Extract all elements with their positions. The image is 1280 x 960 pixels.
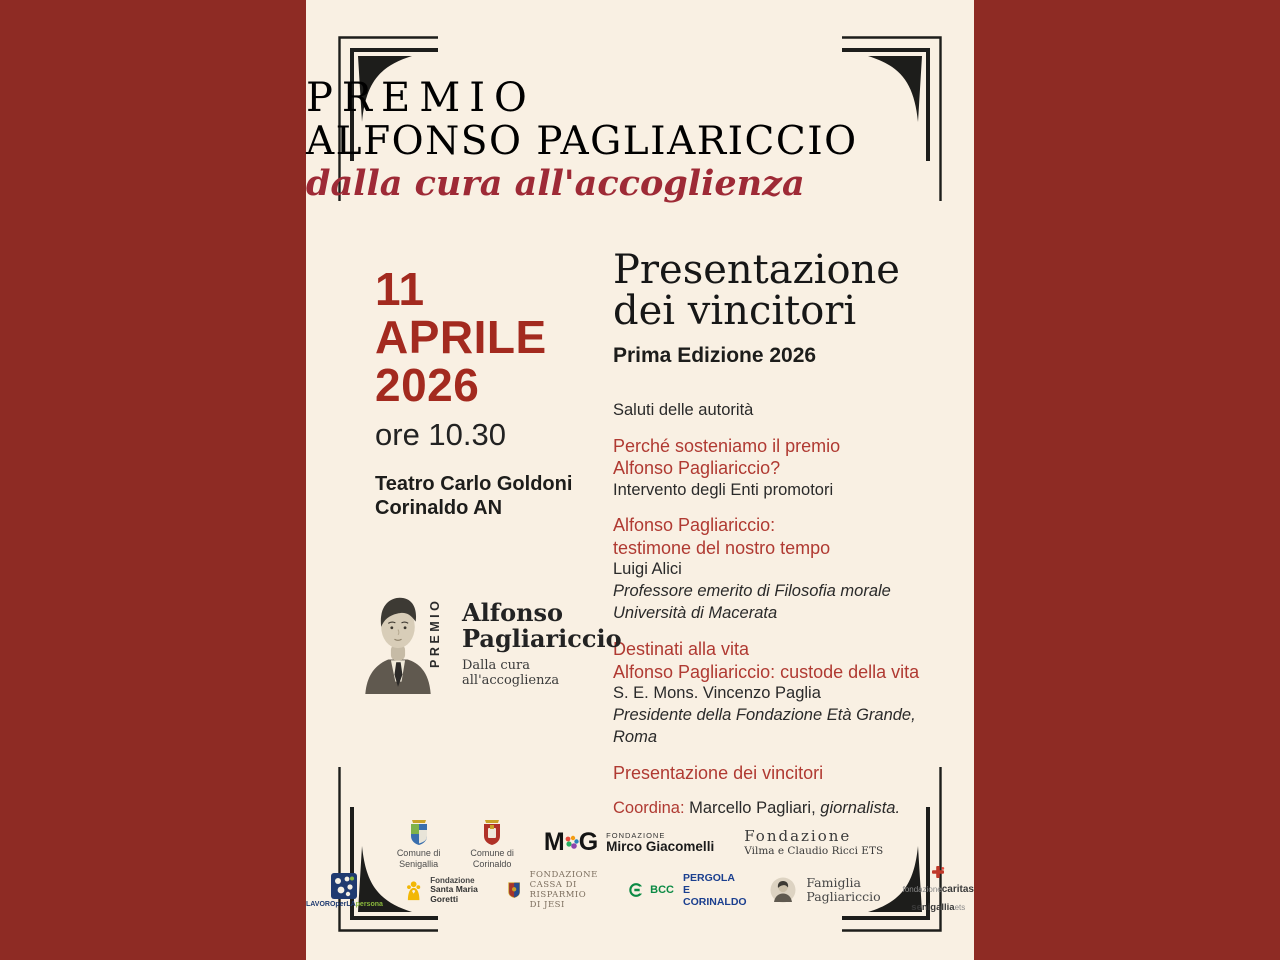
program-heading: testimone del nostro tempo xyxy=(613,537,831,558)
program-speaker: Luigi Alici xyxy=(613,560,682,579)
program-heading: Alfonso Pagliariccio: xyxy=(613,515,776,536)
event-month: APRILE xyxy=(375,310,547,363)
famiglia-portrait-icon xyxy=(770,877,796,903)
program-title xyxy=(613,247,953,334)
sponsor-fondazione-ricci: Fondazione Vilma e Claudio Ricci ETS xyxy=(744,827,884,858)
caritas-cross-icon xyxy=(930,866,946,879)
sponsor-fondazione-mirco-giacomelli xyxy=(544,828,714,857)
sponsor-lavoro-per-la-persona xyxy=(306,873,383,908)
program-title-line1: Presentazione xyxy=(613,247,900,293)
coordinator-role: giornalista. xyxy=(820,798,901,817)
program-speaker-role: Università di Macerata xyxy=(613,604,778,623)
sponsor-bcc-pergola-corinaldo xyxy=(629,872,748,908)
program-speaker-role: Presidente della Fondazione Età Grande, Roma xyxy=(613,706,916,747)
sponsors-row-2 xyxy=(306,866,974,914)
logo-name-line2: Pagliariccio xyxy=(462,624,622,654)
corinaldo-label: Comune di Corinaldo xyxy=(470,848,514,869)
caritas-label: fondazionecaritas senigalliaets xyxy=(902,884,974,913)
logo-name xyxy=(462,600,622,653)
coordinator-label: Coordina: xyxy=(613,798,685,817)
poster-tagline-script: dalla cura all'accoglienza xyxy=(306,163,805,204)
program-speaker-role: Professore emerito di Filosofia morale xyxy=(613,582,891,601)
senigallia-crest-icon xyxy=(406,816,432,846)
jesi-label: FONDAZIONE CASSA DI RISPARMIO DI JESI xyxy=(529,869,598,911)
colorful-hand-icon xyxy=(564,835,579,851)
sponsor-caritas-senigallia xyxy=(903,866,974,914)
program-heading: Perché sosteniamo il premio xyxy=(613,435,841,456)
program-title-line2: dei vincitori xyxy=(613,287,857,334)
poster-title-line2: ALFONSO PAGLIARICCIO xyxy=(306,119,858,164)
sponsor-comune-senigallia xyxy=(397,816,441,870)
sponsor-comune-corinaldo xyxy=(470,816,514,870)
lavoro-persona-icon xyxy=(331,873,357,899)
mg-logo-mark: M G xyxy=(543,828,598,857)
logo-name-line1: Alfonso xyxy=(462,598,564,627)
goretti-label: Fondazione Santa Maria Goretti xyxy=(430,875,478,904)
program-line: Intervento degli Enti promotori xyxy=(613,480,834,499)
program-heading: Destinati alla vita xyxy=(613,639,750,660)
poster xyxy=(306,0,974,960)
senigallia-label: Comune di Senigallia xyxy=(396,848,441,869)
event-day: 11 xyxy=(375,263,425,315)
program-heading: Presentazione dei vincitori xyxy=(613,763,824,784)
program-speaker: S. E. Mons. Vincenzo Paglia xyxy=(613,684,821,703)
mg-logo-text: FONDAZIONE Mirco Giacomelli xyxy=(606,831,715,854)
bcc-word: BCC xyxy=(650,884,674,897)
coordinator-name: Marcello Pagliari, xyxy=(684,798,821,817)
venue-city: Corinaldo AN xyxy=(375,497,503,520)
bcc-label: PERGOLA E CORINALDO xyxy=(682,872,747,909)
program-heading: Alfonso Pagliariccio? xyxy=(613,458,781,479)
sponsor-fondazione-goretti xyxy=(405,876,486,905)
program-heading: Alfonso Pagliariccio: custode della vita xyxy=(613,661,920,682)
logo-premio-vertical: PREMIO xyxy=(428,597,442,668)
sponsors-row-1 xyxy=(306,816,974,870)
corinaldo-crest-icon xyxy=(479,816,505,846)
sponsor-cassa-risparmio-jesi xyxy=(508,870,607,911)
event-venue xyxy=(375,473,605,520)
program-line: Saluti delle autorità xyxy=(613,400,754,419)
event-time: ore 10.30 xyxy=(375,417,506,453)
venue-name: Teatro Carlo Goldoni xyxy=(375,473,573,496)
sponsor-famiglia-pagliariccio xyxy=(770,876,880,905)
event-year: 2026 xyxy=(375,358,480,411)
program-body xyxy=(613,400,953,820)
event-details xyxy=(375,263,605,521)
program-edition: Prima Edizione 2026 xyxy=(613,343,817,367)
poster-title-line1: PREMIO xyxy=(306,75,536,121)
bcc-icon xyxy=(629,882,643,898)
logo-tagline: Dalla cura all'accoglienza xyxy=(462,658,560,688)
lavoro-persona-label: LAVOROperLApersona xyxy=(306,900,383,908)
goretti-icon xyxy=(405,876,422,904)
program-section xyxy=(613,247,953,820)
famiglia-label: Famiglia Pagliariccio xyxy=(806,874,881,905)
premio-logo-block xyxy=(358,586,622,696)
jesi-crest-icon xyxy=(508,879,520,901)
alfonso-pagliariccio-portrait xyxy=(358,588,438,694)
